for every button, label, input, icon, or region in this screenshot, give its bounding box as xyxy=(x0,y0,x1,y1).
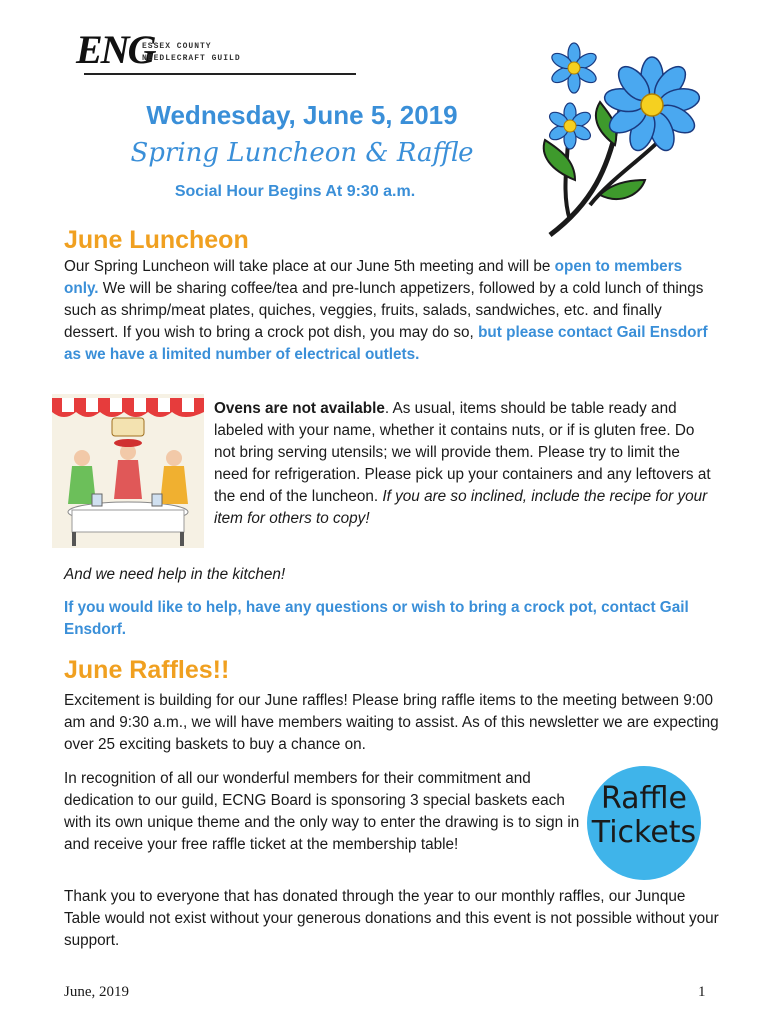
event-date: Wednesday, June 5, 2019 xyxy=(146,100,458,130)
thanks-paragraph: Thank you to everyone that has donated through the year to our monthly raffles, our Junque Table would not exist without your generous donations and this event is not possible without your support. xyxy=(64,888,719,949)
luncheon-paragraph xyxy=(64,256,714,366)
luncheon-text-1: Our Spring Luncheon will take place at our June 5th meeting and will be xyxy=(64,258,555,275)
contact-help-line: If you would like to help, have any questions or wish to bring a crock pot, contact Gail Ensdorf. xyxy=(64,599,689,638)
event-title: Spring Luncheon & Raffle xyxy=(130,138,474,168)
members-only-text: open to members only. xyxy=(64,258,683,297)
cafe-ladies-illustration xyxy=(52,394,204,548)
contact-outlets-text: but please contact Gail Ensdorf as we have a limited number of electrical outlets. xyxy=(64,324,708,363)
badge-line-2: Tickets xyxy=(591,815,697,850)
raffles-heading: June Raffles!! xyxy=(64,656,230,684)
luncheon-text-2: We will be sharing coffee/tea and pre-lunch appetizers, followed by a cold lunch of things such as shrimp/meat plates, quiches, veggies, fruits, salads, sandwiches, etc. and finally dessert. If you wish to bring a crock pot dish, you may do so, xyxy=(64,280,704,341)
badge-line-1: Raffle xyxy=(600,781,688,816)
luncheon-heading: June Luncheon xyxy=(64,226,249,254)
raffles-paragraph: Excitement is building for our June raffles! Please bring raffle items to the meeting between 9:00 am and 9:30 a.m., we will have members waiting to assist. As of this newsletter we are expecting over 25 exciting baskets to buy a chance on. xyxy=(64,692,719,753)
flower-illustration xyxy=(530,30,730,240)
recognition-paragraph: In recognition of all our wonderful members for their commitment and dedication to our guild, ECNG Board is sponsoring 3 special baskets each with its own unique theme and the only way to enter the drawing is to sign in and receive your free raffle ticket at the membership table! xyxy=(64,770,580,853)
ovens-not-available-text: Ovens are not available xyxy=(214,400,385,417)
recipe-note-text: If you are so inclined, include the recipe for your item for others to copy! xyxy=(214,488,708,527)
page-number: 1 xyxy=(698,984,706,1000)
guild-logo xyxy=(76,26,366,82)
ovens-paragraph xyxy=(214,398,714,530)
ovens-instructions-text: . As usual, items should be table ready and labeled with your name, whether it contains nuts, or if is gluten free. Do not bring serving utensils; we will provide them. Please try to limit the need for refrigeration. Please pick up your containers and any leftovers at the end of the luncheon. xyxy=(214,400,711,505)
footer-month: June, 2019 xyxy=(64,984,129,1000)
logo-text-line1: ESSEX COUNTY xyxy=(142,42,212,51)
logo-text-line2: NEEDLECRAFT GUILD xyxy=(142,54,241,63)
raffle-tickets-badge xyxy=(585,764,703,882)
social-hour: Social Hour Begins At 9:30 a.m. xyxy=(174,183,416,200)
logo-mark: ENG xyxy=(76,27,155,72)
logo-rule xyxy=(84,73,356,75)
kitchen-help-line: And we need help in the kitchen! xyxy=(64,566,286,583)
